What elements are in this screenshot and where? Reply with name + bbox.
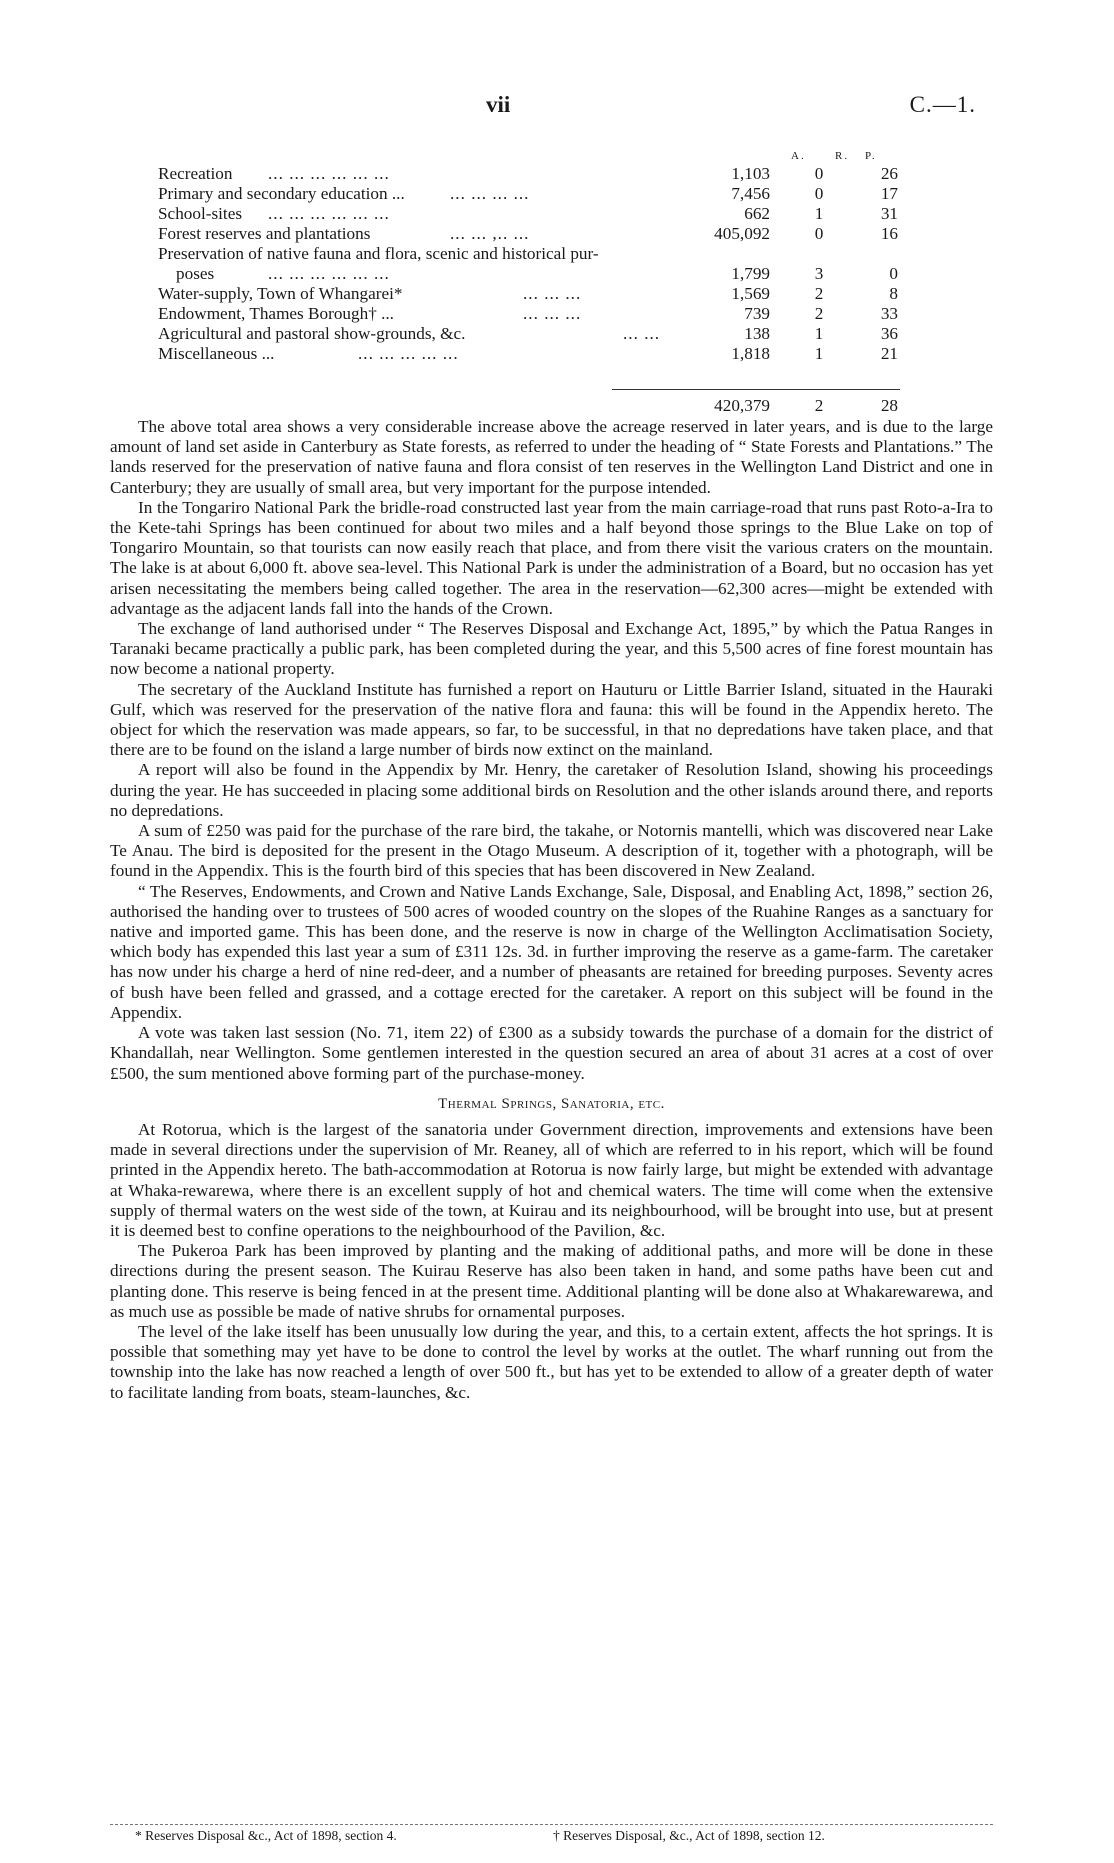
paragraph: A vote was taken last session (No. 71, item 22) of £300 as a subsidy towards the purchase of a domain for the district of Khandallah, near Wellington. Some gentlemen interested in the question secured an area of about 31 acres at a cost of over £500, the sum mentioned above forming part of the purchase-money.	[110, 1023, 993, 1083]
row-roods: 2	[814, 304, 824, 323]
row-roods: 1	[814, 324, 824, 343]
paragraph: The exchange of land authorised under “ The Reserves Disposal and Exchange Act, 1895,” by which the Patua Ranges in Taranaki became practically a public park, has been completed during the year, and this 5,500 acres of fine forest mountain has now become a national property.	[110, 619, 993, 679]
table-row	[158, 284, 898, 304]
leader-dots: ... ... ...	[523, 304, 582, 323]
row-acres: 662	[744, 204, 770, 223]
leader-dots: ... ... ... ... ... ...	[268, 164, 390, 183]
row-perches: 36	[880, 324, 898, 343]
paragraph: A sum of £250 was paid for the purchase of the rare bird, the takahe, or Notornis mantelli, which was discovered near Lake Te Anau. The bird is deposited for the present in the Otago Museum. A description of it, together with a photograph, will be found in the Appendix. This is the fourth bird of this species that has been discovered in New Zealand.	[110, 821, 993, 881]
row-roods: 2	[814, 284, 824, 303]
paragraph: A report will also be found in the Appendix by Mr. Henry, the caretaker of Resolution Island, showing his proceedings during the year. He has succeeded in placing some additional birds on Resolution and the other islands around there, and reports no depredations.	[110, 760, 993, 820]
col-header-roods: R.	[835, 150, 850, 162]
section-heading: Thermal Springs, Sanatoria, etc.	[438, 1095, 665, 1112]
row-roods: 3	[814, 264, 824, 283]
col-header-perches: P.	[865, 150, 877, 162]
paragraph: The secretary of the Auckland Institute has furnished a report on Hauturu or Little Barrier Island, situated in the Hauraki Gulf, which was reserved for the preservation of the native flora and fauna: this will be found in the Appendix hereto. The object for which the reservation was made appears, so far, to be successful, in that no depredations have taken place, and that there are to be found on the island a large number of birds now extinct on the mainland.	[110, 679, 993, 760]
row-label: Preservation of native fauna and flora, scenic and historical pur-	[158, 244, 599, 263]
row-label: Forest reserves and plantations	[158, 224, 371, 243]
table-row	[158, 164, 898, 184]
table-row	[158, 324, 898, 344]
table-row	[158, 224, 898, 244]
row-label: School-sites	[158, 204, 243, 223]
row-label: Recreation	[158, 164, 233, 183]
row-acres: 1,799	[731, 264, 770, 283]
document-code: C.—1.	[909, 92, 976, 117]
row-acres: 405,092	[714, 224, 770, 243]
total-roods: 2	[814, 396, 824, 415]
row-acres: 739	[744, 304, 770, 323]
leader-dots: ... ... ... ... ... ...	[268, 204, 390, 223]
row-perches: 21	[880, 344, 898, 363]
row-roods: 0	[814, 224, 824, 243]
row-label: Endowment, Thames Borough† ...	[158, 304, 394, 323]
table-row	[158, 204, 898, 224]
row-perches: 33	[880, 304, 898, 323]
total-perches: 28	[880, 396, 898, 415]
row-acres: 7,456	[731, 184, 770, 203]
paragraph: At Rotorua, which is the largest of the sanatoria under Government direction, improvements and extensions have been made in several directions under the supervision of Mr. Reaney, all of which are referred to in his report, which will be found printed in the Appendix hereto. The bath-accommodation at Rotorua is now fairly large, but might be extended with advantage at Whaka-rewarewa, where there is an excellent supply of hot and chemical waters. The time will come when the extensive supply of thermal waters on the west side of the town, at Kuirau and its neighbourhood, will be brought into use, but at present it is deemed best to confine operations to the neighbourhood of the Pavilion, &c.	[110, 1119, 993, 1240]
paragraph: The Pukeroa Park has been improved by planting and the making of additional paths, and more will be done in these directions during the present season. The Kuirau Reserve has also been taken in hand, and some paths have been cut and planting done. This reserve is being fenced in at the present time. Additional planting will be done also at Whakarewarewa, and as much use as possible be made of native shrubs for ornamental purposes.	[110, 1241, 993, 1321]
body-text	[110, 417, 993, 1403]
row-acres: 138	[744, 324, 770, 343]
leader-dots: ... ...	[623, 324, 661, 343]
row-label: poses	[176, 264, 215, 283]
total-rule	[612, 389, 900, 390]
page-number: vii	[486, 92, 511, 117]
row-perches: 16	[880, 224, 898, 243]
paragraph: “ The Reserves, Endowments, and Crown and Native Lands Exchange, Sale, Disposal, and Enabling Act, 1898,” section 26, authorised the handing over to trustees of 500 acres of wooded country on the slopes of the Ruahine Ranges as a sanctuary for native and imported game. This has been done, and the reserve is now in charge of the Wellington Acclimatisation Society, which body has expended this last year a sum of £311 12s. 3d. in further improving the reserve as a game-farm. The caretaker has now under his charge a herd of nine red-deer, and a number of pheasants are retained for breeding purposes. Seventy acres of bush have been felled and grassed, and a cottage erected for the caretaker. A report on this subject will be found in the Appendix.	[110, 881, 993, 1022]
row-acres: 1,569	[731, 284, 770, 303]
row-perches: 31	[880, 204, 898, 223]
total-acres: 420,379	[714, 396, 770, 415]
table-row	[158, 244, 898, 264]
leader-dots: ... ... ...	[523, 284, 582, 303]
row-perches: 0	[889, 264, 898, 283]
row-perches: 17	[880, 184, 898, 203]
leader-dots: ... ... ... ... ... ...	[268, 264, 390, 283]
row-label: Water-supply, Town of Whangarei*	[158, 284, 403, 303]
paragraph: In the Tongariro National Park the bridle-road constructed last year from the main carriage-road that runs past Roto-a-Ira to the Kete-tahi Springs has been continued for about two miles and a half beyond those springs to the Blue Lake on top of Tongariro Mountain, so that tourists can now easily reach that place, and from there visit the various craters on the mountain. The lake is at about 6,000 ft. above sea-level. This National Park is under the administration of a Board, but no occasion has yet arisen necessitating the members being called together. The area in the reservation—62,300 acres—might be extended with advantage as the adjacent lands fall into the hands of the Crown.	[110, 497, 993, 618]
page-header	[0, 92, 1114, 122]
table-column-headers	[158, 146, 898, 164]
row-perches: 26	[880, 164, 898, 183]
table-row	[158, 264, 898, 284]
footnote-1: * Reserves Disposal &c., Act of 1898, section 4.	[135, 1828, 397, 1843]
leader-dots: ... ... ... ...	[450, 184, 530, 203]
row-acres: 1,103	[731, 164, 770, 183]
leader-dots: ... ... ,.. ...	[450, 224, 530, 243]
row-acres: 1,818	[731, 344, 770, 363]
row-label: Miscellaneous ...	[158, 344, 275, 363]
table-row	[158, 304, 898, 324]
row-roods: 0	[814, 184, 824, 203]
row-roods: 1	[814, 344, 824, 363]
footnote-2: † Reserves Disposal, &c., Act of 1898, section 12.	[553, 1828, 825, 1843]
table-row	[158, 344, 898, 364]
total-table	[158, 396, 898, 416]
row-perches: 8	[889, 284, 898, 303]
row-roods: 1	[814, 204, 824, 223]
paragraph: The above total area shows a very considerable increase above the acreage reserved in later years, and is due to the large amount of land set aside in Canterbury as State forests, as referred to under the heading of “ State Forests and Plantations.” The lands reserved for the preservation of native fauna and flora consist of ten reserves in the Wellington Land District and one in Canterbury; they are usually of small area, but very important for the purpose intended.	[110, 417, 993, 497]
row-label: Agricultural and pastoral show-grounds, &c.	[158, 324, 466, 343]
table-row	[158, 184, 898, 204]
total-row	[158, 396, 898, 416]
col-header-acres: A.	[791, 150, 806, 162]
row-label: Primary and secondary education ...	[158, 184, 405, 203]
leader-dots: ... ... ... ... ...	[358, 344, 459, 363]
row-roods: 0	[814, 164, 824, 183]
footnote-divider	[110, 1824, 993, 1825]
paragraph: The level of the lake itself has been unusually low during the year, and this, to a certain extent, affects the hot springs. It is possible that something may yet have to be done to control the level by works at the outlet. The wharf running out from the township into the lake has now reached a length of over 500 ft., but has yet to be extended to allow of a greater depth of water to facilitate landing from boats, steam-launches, &c.	[110, 1321, 993, 1402]
reserves-table	[158, 146, 898, 364]
